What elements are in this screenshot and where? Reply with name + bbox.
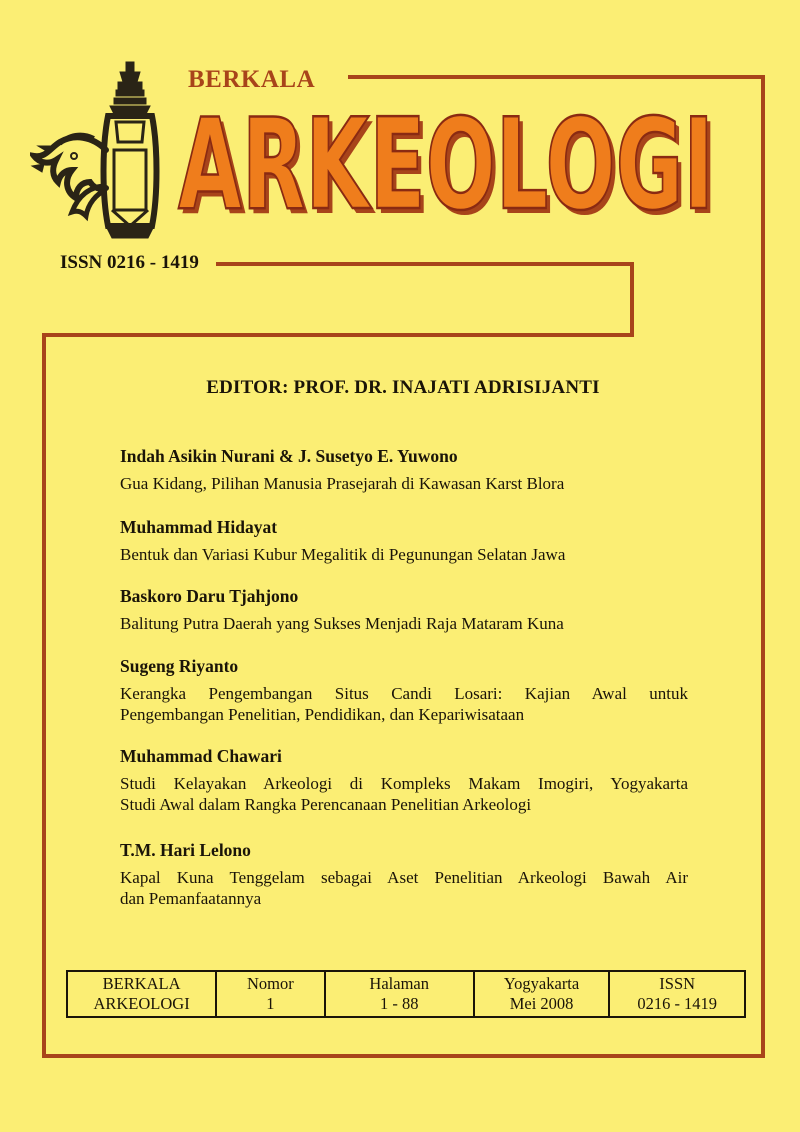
- article-title-line: Pengembangan Penelitian, Pendidikan, dan Kepariwisataan: [120, 705, 525, 724]
- masthead-title-shadow: ARKEOLOGI: [182, 96, 718, 222]
- article-title-line: Gua Kidang, Pilihan Manusia Prasejarah di Kawasan Karst Blora: [120, 474, 565, 493]
- article-author: Muhammad Chawari: [120, 746, 282, 766]
- article-entry: [120, 840, 688, 909]
- info-cell-bottom: 0216 - 1419: [637, 994, 718, 1013]
- info-cell-top: ISSN: [659, 974, 696, 993]
- article-title: [120, 613, 688, 634]
- info-cell-journal: [67, 971, 216, 1017]
- journal-logo-icon: [30, 60, 180, 250]
- info-cell-top: Nomor: [247, 974, 294, 993]
- issn-label: ISSN 0216 - 1419: [60, 252, 199, 273]
- masthead-title: [176, 92, 736, 222]
- article-entry: [120, 746, 688, 815]
- info-cell-bottom: ARKEOLOGI: [93, 994, 190, 1013]
- article-entry: [120, 656, 688, 725]
- masthead-kicker: BERKALA: [188, 66, 316, 93]
- info-cell-place-date: [474, 971, 610, 1017]
- info-cell-number: [216, 971, 324, 1017]
- article-author: Indah Asikin Nurani & J. Susetyo E. Yuwono: [120, 446, 458, 466]
- article-entry: [120, 446, 688, 494]
- info-cell-top: Halaman: [369, 974, 429, 993]
- article-title: [120, 473, 688, 494]
- info-cell-bottom: Mei 2008: [509, 994, 574, 1013]
- article-entry: [120, 586, 688, 634]
- article-title: [120, 683, 688, 725]
- info-cell-pages: [325, 971, 474, 1017]
- info-cell-issn: [609, 971, 745, 1017]
- article-entry: [120, 517, 688, 565]
- article-title-line: Studi Awal dalam Rangka Perencanaan Penelitian Arkeologi: [120, 795, 532, 814]
- article-title: [120, 544, 688, 565]
- article-title: [120, 773, 688, 815]
- article-title: [120, 867, 688, 909]
- editor-line: EDITOR: PROF. DR. INAJATI ADRISIJANTI: [206, 377, 600, 398]
- article-title-line: Balitung Putra Daerah yang Sukses Menjadi Raja Mataram Kuna: [120, 614, 564, 633]
- article-title-line: Kapal Kuna Tenggelam sebagai Aset Penelitian Arkeologi Bawah Air: [120, 868, 688, 887]
- article-title-line: Bentuk dan Variasi Kubur Megalitik di Pegunungan Selatan Jawa: [120, 545, 566, 564]
- article-author: Muhammad Hidayat: [120, 517, 278, 537]
- article-author: Baskoro Daru Tjahjono: [120, 586, 299, 606]
- info-cell-bottom: 1: [266, 994, 275, 1013]
- article-title-line: Studi Kelayakan Arkeologi di Kompleks Makam Imogiri, Yogyakarta: [120, 774, 688, 793]
- article-title-line: dan Pemanfaatannya: [120, 889, 262, 908]
- masthead-title-text: ARKEOLOGI: [178, 92, 714, 222]
- article-title-line: Kerangka Pengembangan Situs Candi Losari: Kajian Awal untuk: [120, 684, 688, 703]
- info-cell-top: Yogyakarta: [503, 974, 580, 993]
- article-author: T.M. Hari Lelono: [120, 840, 251, 860]
- info-cell-top: BERKALA: [102, 974, 181, 993]
- article-author: Sugeng Riyanto: [120, 656, 239, 676]
- publication-info-table: [66, 970, 746, 1018]
- info-cell-bottom: 1 - 88: [379, 994, 419, 1013]
